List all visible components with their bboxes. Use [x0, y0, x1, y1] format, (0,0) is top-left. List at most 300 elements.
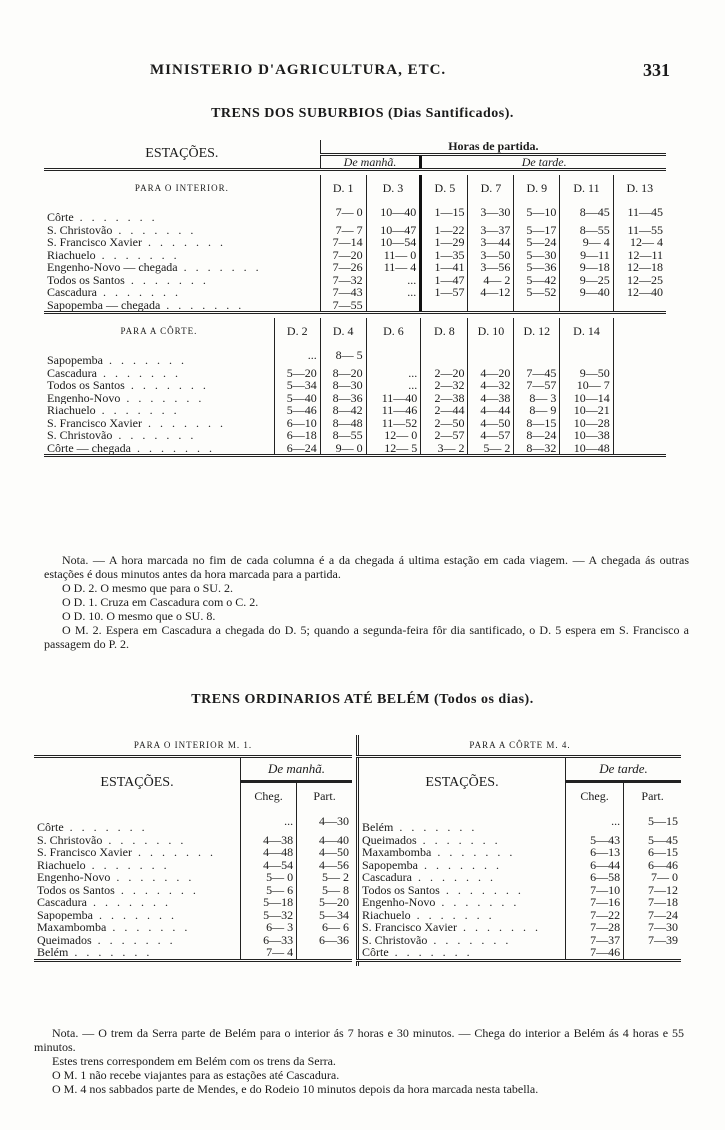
- note-paragraph: O D. 1. Cruza em Cascadura com o C. 2.: [62, 595, 259, 609]
- table-row: [34, 846, 352, 859]
- time-cell: 8—20: [320, 367, 366, 380]
- station-name: [44, 224, 320, 237]
- station-name: [358, 921, 566, 934]
- time-cell: 1—22: [421, 224, 468, 237]
- note-paragraph: O D. 10. O mesmo que o SU. 8.: [62, 609, 216, 623]
- leader-dots: . . . . . . .: [141, 236, 226, 249]
- table-row: [44, 404, 666, 417]
- empty-cell: [613, 392, 666, 405]
- station-label: Cascadura: [47, 286, 97, 299]
- time-cell: 3—30: [468, 201, 514, 224]
- time-cell: 5—20: [274, 367, 320, 380]
- departure-time: 5—45: [624, 834, 681, 847]
- time-cell: [613, 299, 666, 313]
- table-row: [44, 379, 666, 392]
- time-cell: ...: [366, 286, 421, 299]
- arrival-time: 5—43: [566, 834, 624, 847]
- station-name: [44, 299, 320, 313]
- station-label: Queimados: [362, 833, 417, 846]
- departure-time: 4—30: [297, 809, 352, 834]
- station-name: [358, 896, 566, 909]
- time-cell: 9—11: [560, 249, 613, 262]
- station-name: [34, 846, 241, 859]
- station-name: [358, 846, 566, 859]
- time-cell: 8—55: [320, 429, 366, 442]
- time-cell: 8—24: [514, 429, 560, 442]
- time-cell: 10— 7: [560, 379, 613, 392]
- table-row: [34, 896, 352, 909]
- time-cell: 1—35: [421, 249, 468, 262]
- station-name: [34, 884, 241, 897]
- time-cell: 10—28: [560, 417, 613, 430]
- time-cell: 7—26: [320, 261, 366, 274]
- station-name: [358, 809, 566, 834]
- station-name: [358, 859, 566, 872]
- table-row: [34, 871, 352, 884]
- departure-time: 5—34: [297, 909, 352, 922]
- time-cell: [468, 344, 514, 367]
- station-name: [34, 834, 241, 847]
- table-row: [44, 286, 666, 299]
- time-cell: 8— 5: [320, 344, 366, 367]
- station-label: S. Christovão: [47, 429, 113, 442]
- train-column-header: D. 5: [421, 175, 468, 201]
- stations-heading: ESTAÇÕES.: [425, 775, 499, 791]
- table-row: [358, 946, 682, 960]
- time-cell: 7—43: [320, 286, 366, 299]
- time-cell: 3—56: [468, 261, 514, 274]
- train-column-header: D. 14: [560, 318, 613, 344]
- arrival-time: 6—33: [241, 934, 297, 947]
- arrival-time: 5—32: [241, 909, 297, 922]
- table-row: [358, 921, 682, 934]
- section1-title: TRENS DOS SUBURBIOS (Dias Santificados).: [211, 106, 514, 121]
- departure-time: 5— 8: [297, 884, 352, 897]
- station-label: Maxambomba: [37, 921, 107, 934]
- arrival-time: 7—22: [566, 909, 624, 922]
- table-row: [34, 859, 352, 872]
- leader-dots: . . . . . . .: [96, 366, 181, 379]
- time-cell: 3—50: [468, 249, 514, 262]
- time-cell: 8— 9: [514, 404, 560, 417]
- departure-time: 7—12: [624, 884, 681, 897]
- leader-dots: . . . . . . .: [160, 298, 245, 312]
- station-name: [44, 379, 274, 392]
- station-name: [34, 921, 241, 934]
- leader-dots: . . . . . . .: [411, 871, 496, 884]
- period-heading: De tarde.: [566, 757, 682, 782]
- station-label: Sapopemba: [37, 908, 93, 921]
- departure-time: 7—30: [624, 921, 681, 934]
- station-label: Côrte: [37, 820, 64, 834]
- leader-dots: . . . . . . .: [68, 946, 153, 959]
- station-name: [44, 392, 274, 405]
- departure-time: 4—40: [297, 834, 352, 847]
- time-cell: 6—18: [274, 429, 320, 442]
- time-cell: 5—30: [514, 249, 560, 262]
- table-row: [44, 299, 666, 313]
- departure-time: 5—15: [624, 809, 681, 834]
- empty-cell: [613, 367, 666, 380]
- departure-time: 6—36: [297, 934, 352, 947]
- time-cell: 8— 3: [514, 392, 560, 405]
- table-row: [44, 344, 666, 367]
- table-row: [358, 896, 682, 909]
- time-cell: 2—44: [421, 404, 468, 417]
- station-name: [44, 442, 274, 456]
- time-cell: 6—10: [274, 417, 320, 430]
- arrival-time: ...: [566, 809, 624, 834]
- leader-dots: . . . . . . .: [131, 846, 216, 859]
- station-label: S. Francisco Xavier: [37, 846, 132, 859]
- table-row: [34, 934, 352, 947]
- belem-interior-table: [34, 735, 352, 966]
- time-cell: [421, 344, 468, 367]
- time-cell: 4—20: [468, 367, 514, 380]
- leader-dots: . . . . . . .: [141, 416, 226, 429]
- station-label: Maxambomba: [362, 846, 432, 859]
- time-cell: [421, 299, 468, 313]
- time-cell: 4—44: [468, 404, 514, 417]
- table-row: [358, 846, 682, 859]
- departure-time: 4—56: [297, 859, 352, 872]
- time-cell: 9— 0: [320, 442, 366, 456]
- time-cell: 11—52: [366, 417, 421, 430]
- train-column-header: D. 11: [560, 175, 613, 201]
- table-row: [44, 236, 666, 249]
- train-column-header: D. 12: [514, 318, 560, 344]
- table-row: [44, 442, 666, 456]
- time-cell: 4—12: [468, 286, 514, 299]
- arrival-time: 7—16: [566, 896, 624, 909]
- direction-label: PARA O INTERIOR M. 1.: [34, 735, 352, 757]
- station-name: [358, 871, 566, 884]
- note-paragraph: O M. 2. Espera em Cascadura a chegada do D. 5; quando a segunda-feira fôr dia santificado, o D. 5 espera em S. Francisco a passagem do P. 2.: [44, 623, 689, 651]
- arrival-time: 5— 6: [241, 884, 297, 897]
- departure-time: 4—50: [297, 846, 352, 859]
- time-cell: 3—44: [468, 236, 514, 249]
- station-name: [34, 859, 241, 872]
- train-column-header: D. 3: [366, 175, 421, 201]
- time-cell: 5—10: [514, 201, 560, 224]
- time-cell: 2—50: [421, 417, 468, 430]
- station-label: Côrte: [47, 210, 74, 224]
- time-cell: 7—32: [320, 274, 366, 287]
- station-label: S. Christovão: [37, 833, 103, 846]
- table-row: [34, 809, 352, 834]
- empty-cell: [613, 379, 666, 392]
- manha-heading: De manhã.: [320, 154, 421, 170]
- station-name: [358, 834, 566, 847]
- time-cell: 1—57: [421, 286, 468, 299]
- arrival-time: 4—54: [241, 859, 297, 872]
- time-cell: 9—50: [560, 367, 613, 380]
- leader-dots: . . . . . . .: [93, 908, 177, 921]
- time-cell: 9—40: [560, 286, 613, 299]
- time-cell: ...: [366, 274, 421, 287]
- time-cell: 8—42: [320, 404, 366, 417]
- station-label: Todos os Santos: [37, 883, 115, 896]
- time-cell: 11—46: [366, 404, 421, 417]
- departure-time: 7—39: [624, 934, 681, 947]
- time-cell: 10—54: [366, 236, 421, 249]
- time-cell: 12— 4: [613, 236, 666, 249]
- time-cell: [560, 299, 613, 313]
- time-cell: 3— 2: [421, 442, 468, 456]
- time-cell: 9—18: [560, 261, 613, 274]
- station-name: [44, 429, 274, 442]
- station-name: [34, 871, 241, 884]
- station-label: Todos os Santos: [362, 883, 440, 896]
- time-cell: 8—32: [514, 442, 560, 456]
- station-name: [44, 286, 320, 299]
- station-label: Riachuelo: [47, 404, 96, 417]
- time-cell: 5— 2: [468, 442, 514, 456]
- table-row: [358, 809, 682, 834]
- suburbios-table: [44, 140, 666, 461]
- arrival-time: 7—28: [566, 921, 624, 934]
- station-name: [34, 809, 241, 834]
- table-row: [44, 201, 666, 224]
- leader-dots: . . . . . . .: [416, 833, 501, 846]
- leader-dots: . . . . . . .: [435, 896, 520, 909]
- station-label: Riachuelo: [47, 248, 96, 261]
- station-name: [34, 946, 241, 960]
- leader-dots: . . . . . . .: [439, 883, 524, 896]
- arrival-time: 5—18: [241, 896, 297, 909]
- empty-cell: [613, 344, 666, 367]
- station-name: [34, 934, 241, 947]
- time-cell: 2—32: [421, 379, 468, 392]
- leader-dots: . . . . . . .: [130, 441, 215, 455]
- train-column-header: D. 4: [320, 318, 366, 344]
- leader-dots: . . . . . . .: [106, 921, 191, 934]
- station-name: [44, 201, 320, 224]
- time-cell: 11—45: [613, 201, 666, 224]
- time-cell: 8—30: [320, 379, 366, 392]
- leader-dots: . . . . . . .: [95, 404, 180, 417]
- station-label: Sapopemba: [362, 858, 418, 871]
- leader-dots: . . . . . . .: [73, 210, 158, 224]
- table-row: [34, 946, 352, 960]
- time-cell: 12—25: [613, 274, 666, 287]
- time-cell: ...: [274, 344, 320, 367]
- train-column-header: D. 9: [514, 175, 560, 201]
- time-cell: 5—24: [514, 236, 560, 249]
- time-cell: 5—42: [514, 274, 560, 287]
- time-cell: 10—48: [560, 442, 613, 456]
- time-cell: 10—14: [560, 392, 613, 405]
- period-heading: De manhã.: [241, 757, 353, 782]
- time-cell: 7—20: [320, 249, 366, 262]
- station-label: Riachuelo: [362, 908, 411, 921]
- time-cell: 12— 5: [366, 442, 421, 456]
- leader-dots: . . . . . . .: [95, 248, 180, 261]
- station-name: [358, 934, 566, 947]
- time-cell: 11—40: [366, 392, 421, 405]
- time-cell: 8—55: [560, 224, 613, 237]
- time-cell: 11—55: [613, 224, 666, 237]
- time-cell: 9—25: [560, 274, 613, 287]
- station-name: [34, 909, 241, 922]
- station-label: S. Christovão: [362, 933, 428, 946]
- train-column-header: D. 6: [366, 318, 421, 344]
- station-label: Côrte: [362, 946, 389, 959]
- empty-cell: [613, 417, 666, 430]
- station-name: [44, 367, 274, 380]
- time-cell: 4—38: [468, 392, 514, 405]
- table-row: [34, 834, 352, 847]
- time-cell: 8—36: [320, 392, 366, 405]
- station-label: Cascadura: [37, 896, 87, 909]
- time-cell: 8—15: [514, 417, 560, 430]
- arrival-time: 4—48: [241, 846, 297, 859]
- time-cell: 1—47: [421, 274, 468, 287]
- station-name: [358, 946, 566, 960]
- time-cell: 9— 4: [560, 236, 613, 249]
- leader-dots: . . . . . . .: [110, 871, 195, 884]
- departure-time: [624, 946, 681, 960]
- time-cell: 4—57: [468, 429, 514, 442]
- time-cell: 5—36: [514, 261, 560, 274]
- leader-dots: . . . . . . .: [114, 883, 199, 896]
- departure-time: 7—24: [624, 909, 681, 922]
- running-header: [150, 62, 670, 79]
- time-cell: 10—38: [560, 429, 613, 442]
- section2-notes: [34, 1026, 684, 1096]
- time-cell: 5—17: [514, 224, 560, 237]
- empty-cell: [613, 429, 666, 442]
- direction-label: PARA A CÔRTE.: [120, 325, 198, 336]
- time-cell: 7—55: [320, 299, 366, 313]
- time-cell: 7—45: [514, 367, 560, 380]
- stations-heading: ESTAÇÕES.: [145, 145, 219, 161]
- station-name: [358, 909, 566, 922]
- time-cell: [468, 299, 514, 313]
- table-row: [44, 261, 666, 274]
- leader-dots: . . . . . . .: [85, 858, 170, 871]
- note-paragraph: O D. 2. O mesmo que para o SU. 2.: [62, 581, 233, 595]
- leader-dots: . . . . . . .: [112, 223, 197, 236]
- leader-dots: . . . . . . .: [431, 846, 516, 859]
- station-label: Cascadura: [47, 366, 97, 379]
- time-cell: 12—40: [613, 286, 666, 299]
- leader-dots: . . . . . . .: [63, 820, 148, 834]
- station-label: S. Francisco Xavier: [362, 921, 457, 934]
- leader-dots: . . . . . . .: [112, 429, 197, 442]
- time-cell: [560, 344, 613, 367]
- time-cell: 1—41: [421, 261, 468, 274]
- page-number: 331: [643, 60, 670, 80]
- train-column-header: D. 1: [320, 175, 366, 201]
- empty-cell: [613, 404, 666, 417]
- arrival-time: ...: [241, 809, 297, 834]
- time-cell: 7—57: [514, 379, 560, 392]
- train-column-header: D. 8: [421, 318, 468, 344]
- time-cell: [366, 344, 421, 367]
- cheg-heading: Cheg.: [241, 782, 297, 810]
- arrival-time: 7—10: [566, 884, 624, 897]
- note-paragraph: O M. 4 nos sabbados parte de Mendes, e do Rodeio 10 minutos depois da hora marcada nesta tabella.: [52, 1082, 539, 1096]
- time-cell: 8—45: [560, 201, 613, 224]
- leader-dots: . . . . . . .: [388, 946, 473, 959]
- table-row: [34, 921, 352, 934]
- table-row: [34, 884, 352, 897]
- station-label: Sapopemba: [47, 353, 103, 367]
- leader-dots: . . . . . . .: [120, 391, 205, 404]
- empty-column: [613, 318, 666, 344]
- note-paragraph: O M. 1 não recebe viajantes para as estações até Cascadura.: [52, 1068, 340, 1082]
- departure-time: 5— 2: [297, 871, 352, 884]
- station-label: Belém: [37, 946, 69, 959]
- arrival-time: 7—37: [566, 934, 624, 947]
- running-title: MINISTERIO D'AGRICULTURA, ETC.: [150, 62, 447, 78]
- station-label: Engenho-Novo: [37, 871, 111, 884]
- station-label: Queimados: [37, 933, 92, 946]
- leader-dots: . . . . . . .: [177, 261, 262, 274]
- arrival-time: 6— 3: [241, 921, 297, 934]
- leader-dots: . . . . . . .: [124, 379, 209, 392]
- time-cell: 7— 0: [320, 201, 366, 224]
- time-cell: ...: [366, 379, 421, 392]
- time-cell: 10—40: [366, 201, 421, 224]
- time-cell: [514, 344, 560, 367]
- time-cell: 10—47: [366, 224, 421, 237]
- time-cell: 12— 0: [366, 429, 421, 442]
- leader-dots: . . . . . . .: [124, 273, 209, 286]
- station-name: [44, 404, 274, 417]
- arrival-time: 6—58: [566, 871, 624, 884]
- time-cell: 4—32: [468, 379, 514, 392]
- arrival-time: 4—38: [241, 834, 297, 847]
- time-cell: 11— 0: [366, 249, 421, 262]
- station-name: [44, 417, 274, 430]
- part-heading: Part.: [624, 782, 681, 810]
- time-cell: 1—29: [421, 236, 468, 249]
- station-label: Belém: [362, 820, 394, 834]
- time-cell: 5—46: [274, 404, 320, 417]
- leader-dots: . . . . . . .: [86, 896, 171, 909]
- tarde-heading: De tarde.: [421, 154, 666, 170]
- leader-dots: . . . . . . .: [91, 933, 176, 946]
- station-name: [34, 896, 241, 909]
- arrival-time: 5— 0: [241, 871, 297, 884]
- time-cell: 12—18: [613, 261, 666, 274]
- time-cell: 7— 7: [320, 224, 366, 237]
- station-label: S. Francisco Xavier: [47, 416, 142, 429]
- station-name: [358, 884, 566, 897]
- note-paragraph: Nota. — O trem da Serra parte de Belém para o interior ás 7 horas e 30 minutos. — Chega do interior a Belém ás 4 horas e 55 minutos.: [34, 1026, 684, 1054]
- leader-dots: . . . . . . .: [393, 820, 478, 834]
- time-cell: 2—38: [421, 392, 468, 405]
- time-cell: 5—34: [274, 379, 320, 392]
- leader-dots: . . . . . . .: [96, 286, 181, 299]
- time-cell: 1—15: [421, 201, 468, 224]
- time-cell: 2—20: [421, 367, 468, 380]
- empty-cell: [613, 442, 666, 456]
- leader-dots: . . . . . . .: [456, 921, 541, 934]
- time-cell: 4— 2: [468, 274, 514, 287]
- stations-heading: ESTAÇÕES.: [100, 775, 174, 791]
- time-cell: 3—37: [468, 224, 514, 237]
- station-name: [44, 236, 320, 249]
- table-row: [358, 859, 682, 872]
- table-row: [358, 909, 682, 922]
- direction-label: PARA A CÔRTE M. 4.: [358, 735, 682, 757]
- station-label: S. Christovão: [47, 223, 113, 236]
- time-cell: 5—52: [514, 286, 560, 299]
- table-row: [358, 871, 682, 884]
